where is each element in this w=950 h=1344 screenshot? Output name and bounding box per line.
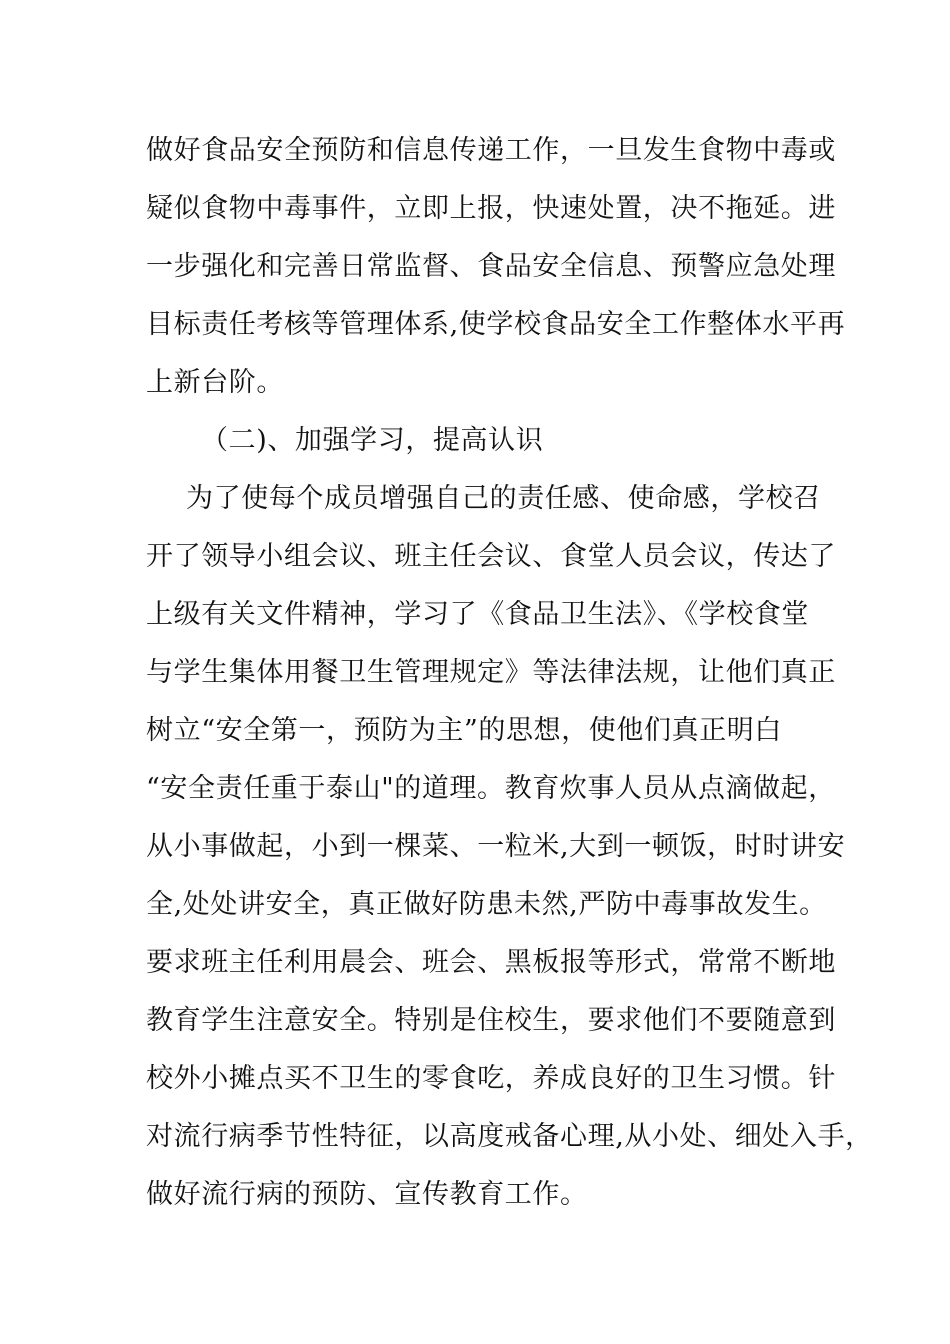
section-heading: （二)、加强学习，提高认识 (201, 425, 544, 456)
paragraph-line: 从小事做起，小到一棵菜、一粒米,大到一顿饭，时时讲安 (146, 831, 846, 862)
paragraph-line: 做好流行病的预防、宣传教育工作。 (146, 1179, 588, 1210)
paragraph-line: 一步强化和完善日常监督、食品安全信息、预警应急处理 (146, 251, 836, 282)
paragraph-line: 要求班主任利用晨会、班会、黑板报等形式，常常不断地 (146, 947, 836, 978)
paragraph-line: 做好食品安全预防和信息传递工作，一旦发生食物中毒或 (146, 135, 836, 166)
paragraph-line: 与学生集体用餐卫生管理规定》等法律法规，让他们真正 (146, 657, 836, 688)
paragraph-line: 校外小摊点买不卫生的零食吃，养成良好的卫生习惯。针 (146, 1063, 836, 1094)
paragraph-line: 为了使每个成员增强自己的责任感、使命感，学校召 (186, 483, 821, 514)
paragraph-line: 全,处处讲安全，真正做好防患未然,严防中毒事故发生。 (146, 889, 827, 920)
paragraph-line: 上级有关文件精神，学习了《食品卫生法》、《学校食堂 (146, 599, 809, 630)
paragraph-line: 目标责任考核等管理体系,使学校食品安全工作整体水平再 (146, 309, 846, 340)
paragraph-line: 开了领导小组会议、班主任会议、食堂人员会议，传达了 (146, 541, 836, 572)
paragraph-line: 对流行病季节性特征，以高度戒备心理,从小处、细处入手， (146, 1121, 873, 1152)
paragraph-line: 上新台阶。 (146, 367, 284, 398)
paragraph-line: 教育学生注意安全。特别是住校生，要求他们不要随意到 (146, 1005, 836, 1036)
paragraph-line: “安全责任重于泰山"的道理。教育炊事人员从点滴做起， (146, 773, 836, 804)
paragraph-line: 树立“安全第一，预防为主”的思想，使他们真正明白 (146, 715, 783, 746)
paragraph-line: 疑似食物中毒事件，立即上报，快速处置，决不拖延。进 (146, 193, 836, 224)
